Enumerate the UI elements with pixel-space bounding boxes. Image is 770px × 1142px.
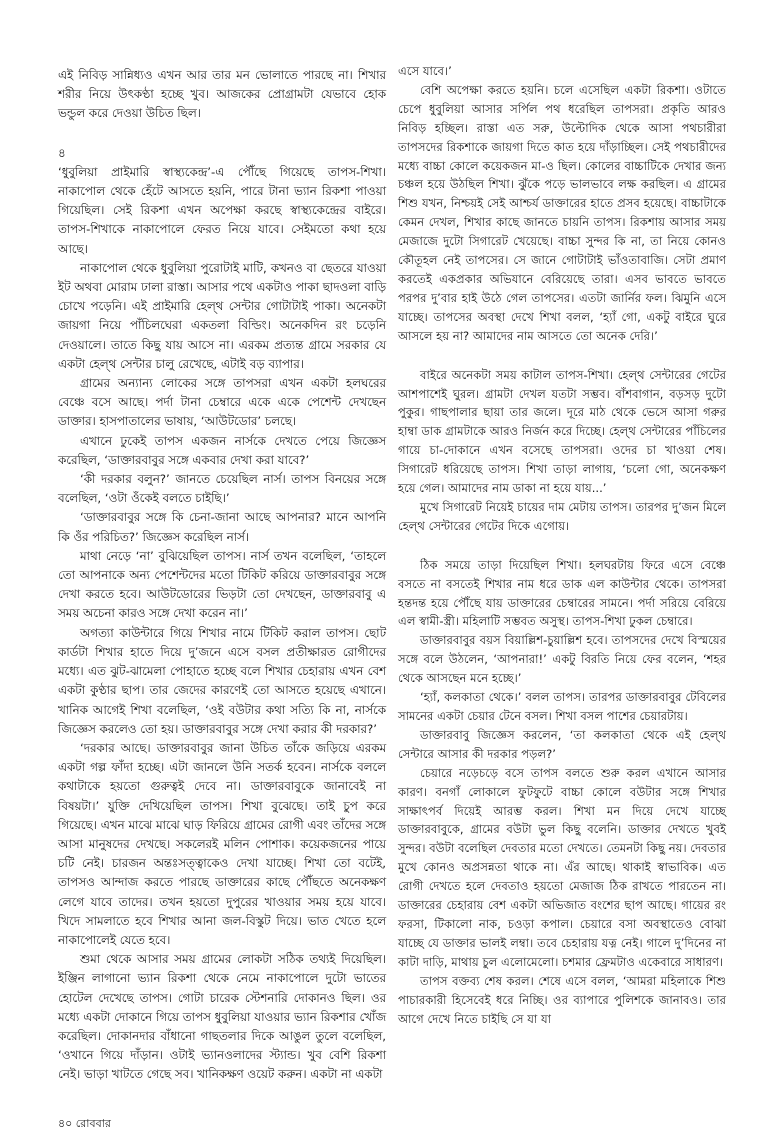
page-footer <box>58 1117 111 1131</box>
body-paragraph: গ্রামের অন্যান্য লোকের সঙ্গে তাপসরা এখন একটা হলঘরের বেঞ্চে বসে আছে। পর্দা টানা চেম্বারে একে একে পেশেন্ট দেখছেন ডাক্তার। হাসপাতালের ভাষায়, ‘আউটডোর’ চলছে। <box>58 376 386 429</box>
page-number: ৪০ <box>58 1117 73 1130</box>
body-paragraph: মাথা নেড়ে ‘না’ বুঝিয়েছিল তাপস। নার্স তখন বলেছিল, ‘তাহলে তো আপনাকে অন্য পেশেন্টদের মতো টিকিট করিয়ে ডাক্তারবাবুর সঙ্গে দেখা করতে হবে। আউটডোরের ভিড়টা তো দেখছেন, ডাক্তারবাবু এ সময় অচেনা কারও সঙ্গে দেখা করেন না।’ <box>58 548 386 621</box>
opening-paragraphs <box>58 66 386 124</box>
scene-break <box>398 346 726 366</box>
body-paragraph: বাইরে অনেকটা সময় কাটাল তাপস-শিখা। হেল্থ সেন্টারের গেটের আশপাশেই ঘুরল। গ্রামটা দেখল যতটা সম্ভব। বাঁশবাগান, বড়সড় দুটো পুকুর। গাছপালার ছায়া তার জলে। দূরে মাঠ থেকে ভেসে আসা গরুর হাম্বা ডাক গ্রামটাকে আরও নির্জন করে দিচ্ছে। হেল্থ সেন্টারের পাঁচিলের গায়ে চা-দোকানে এখন বসেছে তাপসরা। ওদের চা খাওয়া শেষ। সিগারেট ধরিয়েছে তাপস। শিখা তাড়া লাগায়, ‘চলো গো, অনেকক্ষণ হয়ে গেল। আমাদের নাম ডাকা না হয়ে যায়...’ <box>398 367 726 496</box>
body-paragraph: অগত্যা কাউন্টারে গিয়ে শিখার নামে টিকিট করাল তাপস। ছোট কার্ডটা শিখার হাতে দিয়ে দু’জনে এসে বসল প্রতীক্ষারত রোগীদের মধ্যে। এত ঝুট-ঝামেলা পোহাতে হচ্ছে বলে শিখার চেহারায় এখন বেশ একটা কুণ্ঠার ছাপ। তার জেদের কারণেই তো আসতে হয়েছে এখানে। খানিক আগেই শিখা বলেছিল, ‘ওই বউটার কথা সত্যি কি না, নার্সকে জিজ্ঞেস করলেও তো হয়। ডাক্তারবাবুর সঙ্গে দেখা করার কী দরকার?’ <box>58 625 386 736</box>
body-paragraph: এসে যাবে।’ <box>398 64 452 78</box>
body-paragraph: ডাক্তারবাবু জিজ্ঞেস করলেন, ‘তা কলকাতা থেকে এই হেল্থ সেন্টারে আসার কী দরকার পড়ল?’ <box>398 727 726 761</box>
body-paragraph: নাকাপোল থেকে ধুবুলিয়া পুরোটাই মাটি, কখনও বা ছেতরে যাওয়া ইট অথবা মোরাম ঢালা রাস্তা। আসার পথে একটাও পাকা ছাদওলা বাড়ি চোখে পড়েনি। এই প্রাইমারি হেল্থ সেন্টার গোটাটাই পাকা। অনেকটা জায়গা নিয়ে পাঁচিলঘেরা একতলা বিল্ডিং। অনেকদিন রং চড়েনি দেওয়ালে। তাতে কিছু যায় আসে না। এরকম প্রত্যন্ত গ্রামে সরকার যে একটা হেল্থ সেন্টার চালু রেখেছে, এটাই বড় ব্যাপার। <box>58 260 386 371</box>
section-gap <box>58 124 386 144</box>
left-column <box>58 66 386 1085</box>
body-paragraph: ডাক্তারবাবুর বয়স বিয়াল্লিশ-চুয়াল্লিশ হবে। তাপসদের দেখে বিস্ময়ের সঙ্গে বলে উঠলেন, ‘আপনারা!’ একটু বিরতি নিয়ে ফের বলেন, ‘শহর থেকে আসছেন মনে হচ্ছে।’ <box>398 633 726 686</box>
body-paragraph: শুমা থেকে আসার সময় গ্রামের লোকটা সঠিক তথ্যই দিয়েছিল। ইঞ্জিন লাগানো ভ্যান রিকশা থেকে নেমে নাকাপোলে দুটো ভাতের হোটেল দেখেছে তাপস। গোটা চারেক স্টেশনারি দোকানও ছিল। ওর মধ্যে একটা দোকানে গিয়ে তাপস ধুবুলিয়া যাওয়ার ভ্যান রিকশার খোঁজ করেছিল। দোকানদার বাঁধানো গাছতলার দিকে আঙুল তুলে বলেছিল, ‘ওখানে গিয়ে দাঁড়ান। ওটাই ভ্যানওলাদের স্ট্যান্ড। খুব বেশি রিকশা নেই। ভাড়া খাটতে গেছে সব। খানিকক্ষণ ওয়েট করুন। একটা না একটা <box>58 952 386 1082</box>
body-paragraph: ‘ধুবুলিয়া প্রাইমারি স্বাস্থ্যকেন্দ্র’-এ পৌঁছে গিয়েছে তাপস-শিখা। নাকাপোল থেকে হেঁটে আসতে হয়নি, পারে টানা ভ্যান রিকশা পাওয়া গিয়েছিল। সেই রিকশা এখন অপেক্ষা করছে স্বাস্থ্যকেন্দ্রের বাইরে। তাপস-শিখাকে নাকাপোলে ফেরত নিয়ে যাবে। সেইমতো কথা হয়ে আছে। <box>58 164 386 256</box>
scene-break <box>398 536 726 556</box>
magazine-name: রোববার <box>75 1117 111 1130</box>
body-paragraph: ‘ডাক্তারবাবুর সঙ্গে কি চেনা-জানা আছে আপনার? মানে আপনি কি ওঁর পরিচিত?’ জিজ্ঞেস করেছিল নার্স। <box>58 510 386 544</box>
body-paragraph: ঠিক সময়ে তাড়া দিয়েছিল শিখা। হলঘরটায় ফিরে এসে বেঞ্চে বসতে না বসতেই শিখার নাম ধরে ডাক এল কাউন্টার থেকে। তাপসরা হন্তদন্ত হয়ে পৌঁছে যায় ডাক্তারের চেম্বারের সামনে। পর্দা সরিয়ে বেরিয়ে এল স্বামী-স্ত্রী। মহিলাটি সম্ভবত অসুস্থ। তাপস-শিখা ঢুকল চেম্বারে। <box>398 557 726 629</box>
body-paragraph: ‘দরকার আছে। ডাক্তারবাবুর জানা উচিত তাঁকে জড়িয়ে এরকম একটা গল্প ফাঁদা হচ্ছে। এটা জানলে উনি সতর্ক হবেন। নার্সকে বললে কথাটাকে হয়তো গুরুত্বই দেবে না। ডাক্তারবাবুকে জানাবেই না বিষয়টা।’ যুক্তি দেখিয়েছিল তাপস। শিখা বুঝেছে। তাই চুপ করে গিয়েছে। এখন মাঝে মাঝে ঘাড় ফিরিয়ে গ্রামের রোগী এবং তাঁদের সঙ্গে আসা মানুষদের দেখছে। সকলেরই মলিন পোশাক। কয়েকজনের পায়ে চটি নেই। চারজন অন্তঃসত্ত্বাকেও দেখা যাচ্ছে। শিখা তো বটেই, তাপসও আন্দাজ করতে পারছে ডাক্তারের কাছে পৌঁছতে অনেকক্ষণ লেগে যাবে তাদের। তখন হয়তো দুপুরের খাওয়ার সময় হয়ে যাবে। খিদে সামলাতে হবে শিখার আনা জল-বিস্কুট দিয়ে। ভাত খেতে হলে নাকাপোলেই যেতে হবে। <box>58 740 386 947</box>
body-paragraph: তাপস বক্তব্য শেষ করল। শেষে এসে বলল, ‘আমরা মহিলাকে শিশু পাচারকারী হিসেবেই ধরে নিচ্ছি। ওর ব্যাপারে পুলিশকে জানাবও। তার আগে দেখে নিতে চাইছি সে যা যা <box>398 973 726 1026</box>
body-paragraph: মুখে সিগারেট নিয়েই চায়ের দাম মেটায় তাপস। তারপর দু’জন মিলে হেল্থ সেন্টারের গেটের দিকে এগোয়। <box>398 499 726 533</box>
body-paragraph: ‘কী দরকার বলুন?’ জানতে চেয়েছিল নার্স। তাপস বিনয়ের সঙ্গে বলেছিল, ‘ওটা ওঁকেই বলতে চাইছি।’ <box>58 472 386 506</box>
body-paragraph: এই নিবিড় সান্নিধ্যও এখন আর তার মন ভোলাতে পারছে না। শিখার শরীর নিয়ে উৎকণ্ঠা হচ্ছে খুব। আজকের প্রোগ্রামটা যেভাবে হোক ভন্ডুল করে দেওয়া উচিত ছিল। <box>58 68 386 121</box>
right-column <box>398 62 726 1028</box>
left-body <box>58 163 386 1085</box>
body-paragraph: চেয়ারে নড়েচড়ে বসে তাপস বলতে শুরু করল এখানে আসার কারণ। বনগাঁ লোকালে ফুটফুটে বাচ্চা কোলে বউটার সঙ্গে শিখার সাক্ষাৎপর্ব দিয়েই আরম্ভ করল। শিখা মন দিয়ে দেখে যাচ্ছে ডাক্তারবাবুকে, গ্রামের বউটা ভুল কিছু বলেনি। ডাক্তার দেখতে খুবই সুন্দর। বউটা বলেছিল দেবতার মতো দেখতে। তেমনটা কিছু নয়। দেবতার মুখে কোনও অপ্রসন্নতা থাকে না। এঁর আছে। থাকাই স্বাভাবিক। এত রোগী দেখতে হলে দেবতাও হয়তো মেজাজ ঠিক রাখতে পারতেন না। ডাক্তারের চেহারায় বেশ একটা অভিজাত বংশের ছাপ আছে। গায়ের রং ফরসা, টিকালো নাক, চওড়া কপাল। চেয়ারে বসা অবস্থাতেও বোঝা যাচ্ছে যে ডাক্তার ভালই লম্বা। তবে চেহারায় যত্ন নেই। গালে দু’দিনের না কাটা দাড়ি, মাথায় চুল এলোমেলো। চশমার ফ্রেমটাও একেবারে সাধারণ। <box>398 765 726 969</box>
section-number: ৪ <box>58 145 66 160</box>
body-paragraph: বেশি অপেক্ষা করতে হয়নি। চলে এসেছিল একটা রিকশা। ওটাতে চেপে ধুবুলিয়া আসার সর্পিল পথ ধরেছিল তাপসরা। প্রকৃতি আরও নিবিড় হচ্ছিল। রাস্তা এত সরু, উল্টোদিক থেকে আসা পথচারীরা তাপসদের রিকশাকে জায়গা দিতে কাত হয়ে দাঁড়াচ্ছিল। সেই পথচারীদের মধ্যে বাচ্চা কোলে কয়েকজন মা-ও ছিল। কোলের বাচ্চাটিকে দেখার জন্য চঞ্চল হয়ে উঠছিল শিখা। ঝুঁকে পড়ে ভালভাবে লক্ষ করছিল। এ গ্রামের শিশু যখন, নিশ্চয়ই সেই আশ্চর্য ডাক্তারের হাতে প্রসব হয়েছে। বাচ্চাটাকে কেমন দেখল, শিখার কাছে জানতে চায়নি তাপস। রিকশায় আসার সময় মেজাজে দুটো সিগারেট খেয়েছে। বাচ্চা সুন্দর কি না, তা নিয়ে কোনও কৌতূহল নেই তাপসের। সে জানে গোটাটাই ভাঁওতাবাজি। সেটা প্রমাণ করতেই একপ্রকার অভিযানে বেরিয়েছে তারা। এসব ভাবতে ভাবতে পরপর দু’বার হাই উঠে গেল তাপসের। এতটা জার্নির ফল। ঝিমুনি এসে যাচ্ছে। তাপসের অবস্থা দেখে শিখা বলল, ‘হ্যাঁ গো, একটু বাইরে ঘুরে আসলে হয় না? আমাদের নাম আসতে তো অনেক দেরি।’ <box>398 82 726 343</box>
body-paragraph: এখানে ঢুকেই তাপস একজন নার্সকে দেখতে পেয়ে জিজ্ঞেস করেছিল, ‘ডাক্তারবাবুর সঙ্গে একবার দেখা করা যাবে?’ <box>58 433 386 467</box>
body-paragraph: ‘হ্যাঁ, কলকাতা থেকে।’ বলল তাপস। তারপর ডাক্তারবাবুর টেবিলের সামনের একটা চেয়ার টেনে বসল। শিখা বসল পাশের চেয়ারটায়। <box>398 690 726 723</box>
